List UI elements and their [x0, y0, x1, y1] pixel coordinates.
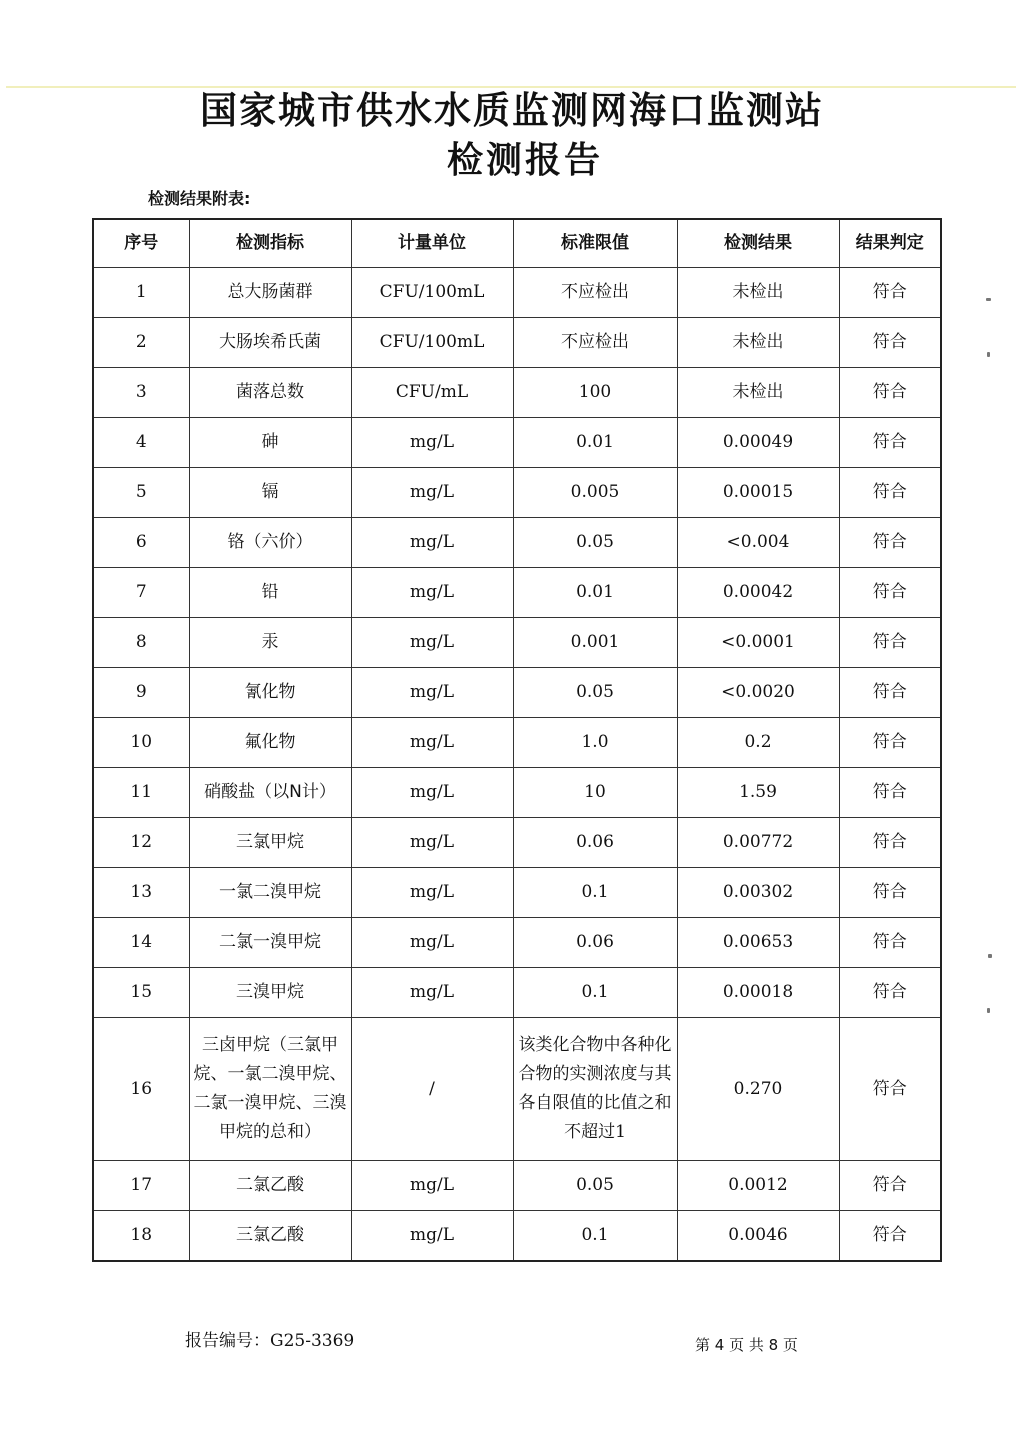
row-limit: 0.1 — [513, 868, 677, 918]
table-row — [93, 418, 941, 468]
row-limit: 0.1 — [513, 1211, 677, 1262]
row-indicator: 三氯甲烷 — [189, 818, 351, 868]
row-unit: mg/L — [351, 418, 513, 468]
row-unit: CFU/100mL — [351, 268, 513, 318]
row-judgement: 符合 — [839, 868, 941, 918]
row-indicator: 大肠埃希氏菌 — [189, 318, 351, 368]
row-judgement: 符合 — [839, 718, 941, 768]
row-result: 0.0012 — [677, 1161, 839, 1211]
row-unit: mg/L — [351, 968, 513, 1018]
table-row — [93, 518, 941, 568]
col-header-index: 序号 — [93, 219, 189, 268]
row-unit: mg/L — [351, 918, 513, 968]
row-judgement: 符合 — [839, 1211, 941, 1262]
report-number: 报告编号：G25-3369 — [185, 1331, 355, 1351]
row-indicator: 二氯一溴甲烷 — [189, 918, 351, 968]
row-index: 14 — [93, 918, 189, 968]
row-index: 16 — [93, 1018, 189, 1161]
table-body — [93, 268, 941, 1262]
report-org-title: 国家城市供水水质监测网海口监测站 — [200, 89, 824, 132]
row-judgement: 符合 — [839, 1161, 941, 1211]
row-result: 0.2 — [677, 718, 839, 768]
row-unit: mg/L — [351, 618, 513, 668]
table-row — [93, 568, 941, 618]
row-index: 12 — [93, 818, 189, 868]
row-limit: 该类化合物中各种化合物的实测浓度与其各自限值的比值之和不超过1 — [513, 1018, 677, 1161]
row-index: 8 — [93, 618, 189, 668]
row-result: 0.00302 — [677, 868, 839, 918]
table-row — [93, 1161, 941, 1211]
report-title: 检测报告 — [446, 140, 603, 181]
table-row — [93, 818, 941, 868]
row-result: 0.270 — [677, 1018, 839, 1161]
row-index: 9 — [93, 668, 189, 718]
section-label: 检测结果附表: — [148, 189, 251, 208]
row-indicator: 镉 — [189, 468, 351, 518]
row-index: 4 — [93, 418, 189, 468]
row-judgement: 符合 — [839, 368, 941, 418]
row-limit: 不应检出 — [513, 268, 677, 318]
row-judgement: 符合 — [839, 618, 941, 668]
row-result: 未检出 — [677, 318, 839, 368]
row-unit: mg/L — [351, 818, 513, 868]
row-index: 17 — [93, 1161, 189, 1211]
scan-speck — [988, 954, 992, 958]
row-result: <0.0020 — [677, 668, 839, 718]
row-unit: CFU/mL — [351, 368, 513, 418]
row-limit: 0.05 — [513, 1161, 677, 1211]
row-result: <0.0001 — [677, 618, 839, 668]
col-header-judgement: 结果判定 — [839, 219, 941, 268]
row-judgement: 符合 — [839, 318, 941, 368]
table-row — [93, 968, 941, 1018]
row-limit: 0.06 — [513, 918, 677, 968]
row-limit: 0.05 — [513, 518, 677, 568]
table-row — [93, 618, 941, 668]
row-result: 1.59 — [677, 768, 839, 818]
table-row — [93, 918, 941, 968]
row-limit: 1.0 — [513, 718, 677, 768]
row-index: 5 — [93, 468, 189, 518]
table-row — [93, 368, 941, 418]
row-limit: 0.005 — [513, 468, 677, 518]
row-judgement: 符合 — [839, 468, 941, 518]
row-unit: mg/L — [351, 518, 513, 568]
row-indicator: 三卤甲烷（三氯甲烷、一氯二溴甲烷、二氯一溴甲烷、三溴甲烷的总和） — [189, 1018, 351, 1161]
row-indicator: 铅 — [189, 568, 351, 618]
row-indicator: 砷 — [189, 418, 351, 468]
row-judgement: 符合 — [839, 968, 941, 1018]
row-unit: mg/L — [351, 568, 513, 618]
results-table — [92, 218, 942, 1262]
scan-speck — [986, 298, 991, 301]
row-indicator: 总大肠菌群 — [189, 268, 351, 318]
row-limit: 0.05 — [513, 668, 677, 718]
table-row — [93, 718, 941, 768]
scan-speck — [987, 1008, 990, 1013]
page-indicator: 第 4 页 共 8 页 — [695, 1336, 798, 1354]
row-index: 11 — [93, 768, 189, 818]
row-unit: mg/L — [351, 718, 513, 768]
row-judgement: 符合 — [839, 918, 941, 968]
row-indicator: 铬（六价） — [189, 518, 351, 568]
col-header-unit: 计量单位 — [351, 219, 513, 268]
table-row — [93, 468, 941, 518]
row-result: <0.004 — [677, 518, 839, 568]
row-indicator: 三溴甲烷 — [189, 968, 351, 1018]
table-row — [93, 1018, 941, 1161]
row-limit: 0.1 — [513, 968, 677, 1018]
col-header-limit: 标准限值 — [513, 219, 677, 268]
row-judgement: 符合 — [839, 768, 941, 818]
row-judgement: 符合 — [839, 518, 941, 568]
row-result: 0.00653 — [677, 918, 839, 968]
row-unit: mg/L — [351, 768, 513, 818]
row-index: 6 — [93, 518, 189, 568]
row-result: 0.00015 — [677, 468, 839, 518]
table-row — [93, 268, 941, 318]
row-unit: mg/L — [351, 868, 513, 918]
table-header-row — [93, 219, 941, 268]
row-result: 0.00049 — [677, 418, 839, 468]
scan-speck — [987, 352, 990, 357]
row-unit: mg/L — [351, 1211, 513, 1262]
row-limit: 0.001 — [513, 618, 677, 668]
table-row — [93, 768, 941, 818]
row-result: 0.00772 — [677, 818, 839, 868]
row-index: 18 — [93, 1211, 189, 1262]
row-indicator: 二氯乙酸 — [189, 1161, 351, 1211]
row-judgement: 符合 — [839, 418, 941, 468]
row-result: 0.00042 — [677, 568, 839, 618]
row-unit: / — [351, 1018, 513, 1161]
col-header-result: 检测结果 — [677, 219, 839, 268]
row-result: 未检出 — [677, 268, 839, 318]
row-unit: mg/L — [351, 668, 513, 718]
table-row — [93, 868, 941, 918]
row-indicator: 汞 — [189, 618, 351, 668]
row-index: 1 — [93, 268, 189, 318]
row-unit: mg/L — [351, 468, 513, 518]
row-index: 7 — [93, 568, 189, 618]
row-indicator: 硝酸盐（以N计） — [189, 768, 351, 818]
row-indicator: 氟化物 — [189, 718, 351, 768]
row-unit: mg/L — [351, 1161, 513, 1211]
row-index: 3 — [93, 368, 189, 418]
row-judgement: 符合 — [839, 268, 941, 318]
row-limit: 0.06 — [513, 818, 677, 868]
row-judgement: 符合 — [839, 568, 941, 618]
row-result: 0.0046 — [677, 1211, 839, 1262]
row-indicator: 氰化物 — [189, 668, 351, 718]
row-judgement: 符合 — [839, 668, 941, 718]
row-limit: 不应检出 — [513, 318, 677, 368]
row-judgement: 符合 — [839, 818, 941, 868]
row-limit: 100 — [513, 368, 677, 418]
row-index: 10 — [93, 718, 189, 768]
row-unit: CFU/100mL — [351, 318, 513, 368]
row-index: 13 — [93, 868, 189, 918]
row-index: 15 — [93, 968, 189, 1018]
col-header-indicator: 检测指标 — [189, 219, 351, 268]
row-index: 2 — [93, 318, 189, 368]
row-indicator: 一氯二溴甲烷 — [189, 868, 351, 918]
table-row — [93, 318, 941, 368]
table-row — [93, 1211, 941, 1262]
row-limit: 10 — [513, 768, 677, 818]
row-result: 0.00018 — [677, 968, 839, 1018]
row-judgement: 符合 — [839, 1018, 941, 1161]
row-indicator: 三氯乙酸 — [189, 1211, 351, 1262]
row-indicator: 菌落总数 — [189, 368, 351, 418]
row-result: 未检出 — [677, 368, 839, 418]
row-limit: 0.01 — [513, 568, 677, 618]
table-row — [93, 668, 941, 718]
row-limit: 0.01 — [513, 418, 677, 468]
